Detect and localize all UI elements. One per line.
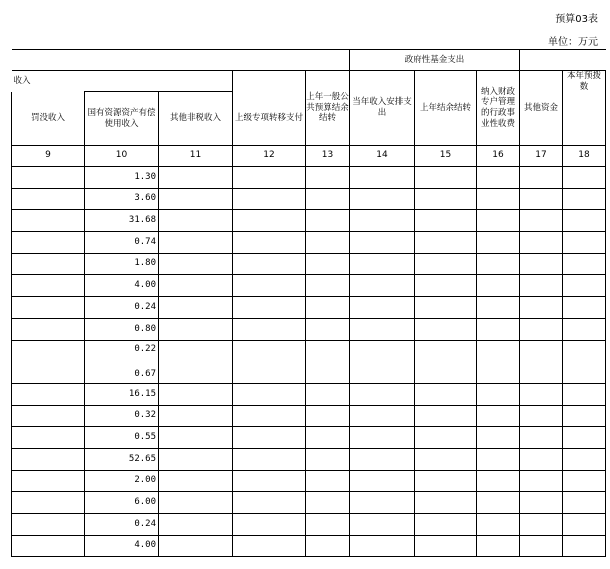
col-11-header: 其他非税收入: [159, 92, 233, 146]
table-cell: 31.68: [85, 210, 159, 232]
col-12-header: 上级专项转移支付: [233, 92, 306, 146]
col-9-header: 罚没收入: [12, 92, 85, 146]
table-row: [12, 232, 606, 254]
table-row: [12, 405, 606, 427]
table-cell: 0.74: [85, 232, 159, 254]
table-row: [12, 167, 606, 189]
form-id: 预算03表: [555, 14, 598, 25]
table-cell: 0.32: [85, 405, 159, 427]
table-row: [12, 383, 606, 405]
col-index: 15: [415, 146, 477, 167]
budget-table: [11, 49, 606, 557]
col-15-header: 上年结余结转: [415, 71, 477, 146]
col-index: 12: [233, 146, 306, 167]
col-12-top: [233, 71, 306, 92]
table-row: [12, 470, 606, 492]
table-cell: 0.24: [85, 297, 159, 319]
table-row: [12, 318, 606, 340]
table-row: [12, 340, 606, 383]
table-row: [12, 448, 606, 470]
table-cell: 0.24: [85, 514, 159, 536]
table-row: [12, 297, 606, 319]
table-cell: 16.15: [85, 383, 159, 405]
header-blank: [12, 50, 350, 71]
col-10-header: 国有资源资产有偿使用收入: [85, 92, 159, 146]
col-14-header: 当年收入安排支出: [350, 71, 415, 146]
col-index: 14: [350, 146, 415, 167]
table-cell: 2.00: [85, 470, 159, 492]
col-index: 18: [563, 146, 606, 167]
col-index: 9: [12, 146, 85, 167]
col-index: 17: [520, 146, 563, 167]
table-cell: 4.00: [85, 275, 159, 297]
gov-fund-group-header: 政府性基金支出: [350, 50, 520, 71]
table-row: [12, 535, 606, 557]
table-cell: 52.65: [85, 448, 159, 470]
table-cell: 4.00: [85, 535, 159, 557]
table-row: [12, 253, 606, 275]
income-group-header: 收入: [12, 71, 233, 92]
table-cell-double: [85, 340, 159, 383]
table-row: [12, 492, 606, 514]
col-index: 10: [85, 146, 159, 167]
header-blank-right: [520, 50, 606, 71]
col-index: 16: [477, 146, 520, 167]
table-cell: 0.55: [85, 427, 159, 449]
table-cell-value: 0.22: [134, 343, 156, 354]
table-row: [12, 427, 606, 449]
col-13-header: 上年一般公共预算结余结转: [306, 71, 350, 146]
table-row: [12, 514, 606, 536]
table-cell: 6.00: [85, 492, 159, 514]
table-cell: 0.80: [85, 318, 159, 340]
table-row: [12, 210, 606, 232]
table-cell-value: 0.67: [134, 368, 156, 379]
table-cell: 3.60: [85, 188, 159, 210]
unit-label: 单位：万元: [548, 37, 598, 48]
col-index: 11: [159, 146, 233, 167]
table-row: [12, 275, 606, 297]
table-row: [12, 188, 606, 210]
col-18-header: 本年预拨数: [563, 71, 606, 146]
col-index: 13: [306, 146, 350, 167]
table-cell: 1.80: [85, 253, 159, 275]
col-17-header: 其他资金: [520, 71, 563, 146]
col-16-header: 纳入财政专户管理的行政事业性收费: [477, 71, 520, 146]
table-cell: 1.30: [85, 167, 159, 189]
